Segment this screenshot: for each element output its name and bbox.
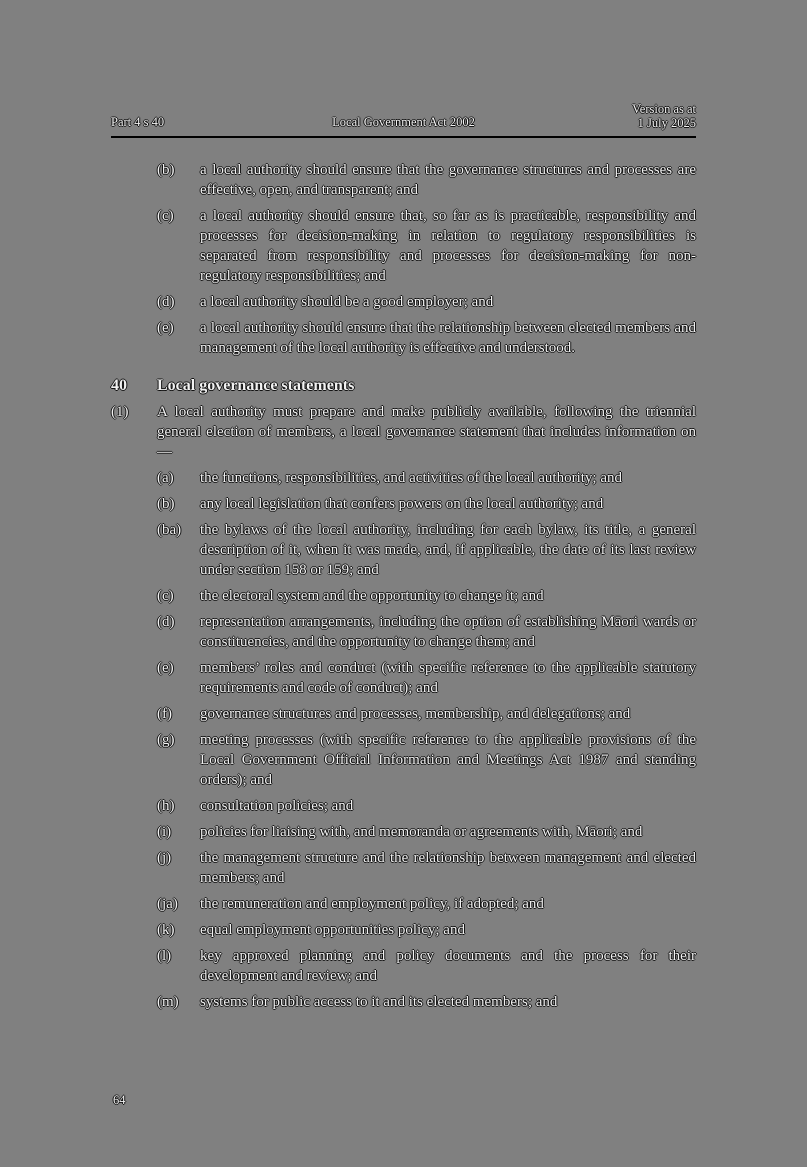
item-text: governance structures and processes, membership, and delegations; and	[200, 706, 631, 722]
item-label: (i)	[157, 824, 172, 840]
item-text: the functions, responsibilities, and activities of the local authority; and	[200, 470, 622, 486]
item-text: key approved planning and policy documents and the process for their development and review; and	[200, 948, 696, 984]
item-a	[111, 468, 696, 488]
item-label: (d)	[157, 614, 175, 630]
item-text: consultation policies; and	[200, 798, 354, 814]
item-k	[111, 920, 696, 940]
item-text: the electoral system and the opportunity to change it; and	[200, 588, 544, 604]
paragraph-b	[111, 160, 696, 200]
item-label: (b)	[157, 496, 175, 512]
item-label: (ba)	[157, 522, 182, 538]
subsection-1	[111, 402, 696, 462]
item-f	[111, 704, 696, 724]
running-header	[111, 100, 696, 138]
item-label: (a)	[157, 470, 174, 486]
item-m	[111, 992, 696, 1012]
section-heading	[111, 376, 696, 396]
paragraph-d	[111, 292, 696, 312]
paragraph-label: (b)	[157, 162, 175, 178]
item-b	[111, 494, 696, 514]
subsection-label: (1)	[111, 404, 129, 420]
item-l	[111, 946, 696, 986]
item-text: the remuneration and employment policy, if adopted; and	[200, 896, 544, 912]
document-body	[111, 160, 696, 1018]
item-e	[111, 658, 696, 698]
paragraph-c	[111, 206, 696, 286]
item-label: (h)	[157, 798, 175, 814]
act-title: Local Government Act 2002	[332, 115, 475, 129]
section-number: 40	[111, 377, 127, 394]
item-label: (f)	[157, 706, 172, 722]
item-text: members’ roles and conduct (with specific reference to the applicable statutory requirements and code of conduct); and	[200, 660, 696, 696]
item-ja	[111, 894, 696, 914]
paragraph-e	[111, 318, 696, 358]
paragraph-label: (d)	[157, 294, 175, 310]
paragraph-text: a local authority should be a good employer; and	[200, 294, 494, 310]
subsection-text: A local authority must prepare and make publicly available, following the triennial general election of members, a local governance statement that includes information on—	[157, 404, 696, 460]
item-label: (e)	[157, 660, 174, 676]
paragraph-label: (c)	[157, 208, 174, 224]
paragraph-text: a local authority should ensure that, so far as is practicable, responsibility and processes for decision-making in relation to regulatory responsibilities is separated from responsibility and processes for decision-making for non-regulatory responsibilities; and	[200, 208, 696, 284]
item-i	[111, 822, 696, 842]
page-number: 64	[113, 1093, 126, 1107]
item-text: the bylaws of the local authority, including for each bylaw, its title, a general description of it, when it was made, and, if applicable, the date of its last review under section 158 or 159; and	[200, 522, 696, 578]
header-rule	[111, 136, 696, 138]
version-date-value: 1 July 2025	[637, 116, 696, 130]
item-text: policies for liaising with, and memoranda or agreements with, Māori; and	[200, 824, 643, 840]
item-text: representation arrangements, including the option of establishing Māori wards or constituencies, and the opportunity to change them; and	[200, 614, 696, 650]
item-g	[111, 730, 696, 790]
paragraph-text: a local authority should ensure that the relationship between elected members and management of the local authority is effective and understood.	[200, 320, 696, 356]
item-label: (l)	[157, 948, 172, 964]
item-h	[111, 796, 696, 816]
item-text: any local legislation that confers powers on the local authority; and	[200, 496, 604, 512]
version-label: Version as at	[632, 102, 696, 116]
item-label: (g)	[157, 732, 175, 748]
item-label: (j)	[157, 850, 172, 866]
item-d	[111, 612, 696, 652]
item-text: meeting processes (with specific reference to the applicable provisions of the Local Government Official Information and Meetings Act 1987 and standing orders); and	[200, 732, 696, 788]
item-label: (ja)	[157, 896, 178, 912]
paragraph-label: (e)	[157, 320, 174, 336]
item-j	[111, 848, 696, 888]
item-c	[111, 586, 696, 606]
item-label: (m)	[157, 994, 179, 1010]
part-section-ref: Part 4 s 40	[111, 115, 165, 129]
item-text: systems for public access to it and its elected members; and	[200, 994, 558, 1010]
section-title: Local governance statements	[157, 377, 355, 394]
paragraph-text: a local authority should ensure that the governance structures and processes are effective, open, and transparent; and	[200, 162, 696, 198]
item-text: the management structure and the relationship between management and elected members; and	[200, 850, 696, 886]
item-label: (k)	[157, 922, 175, 938]
version-date	[632, 102, 696, 130]
item-label: (c)	[157, 588, 174, 604]
item-text: equal employment opportunities policy; and	[200, 922, 465, 938]
item-ba	[111, 520, 696, 580]
